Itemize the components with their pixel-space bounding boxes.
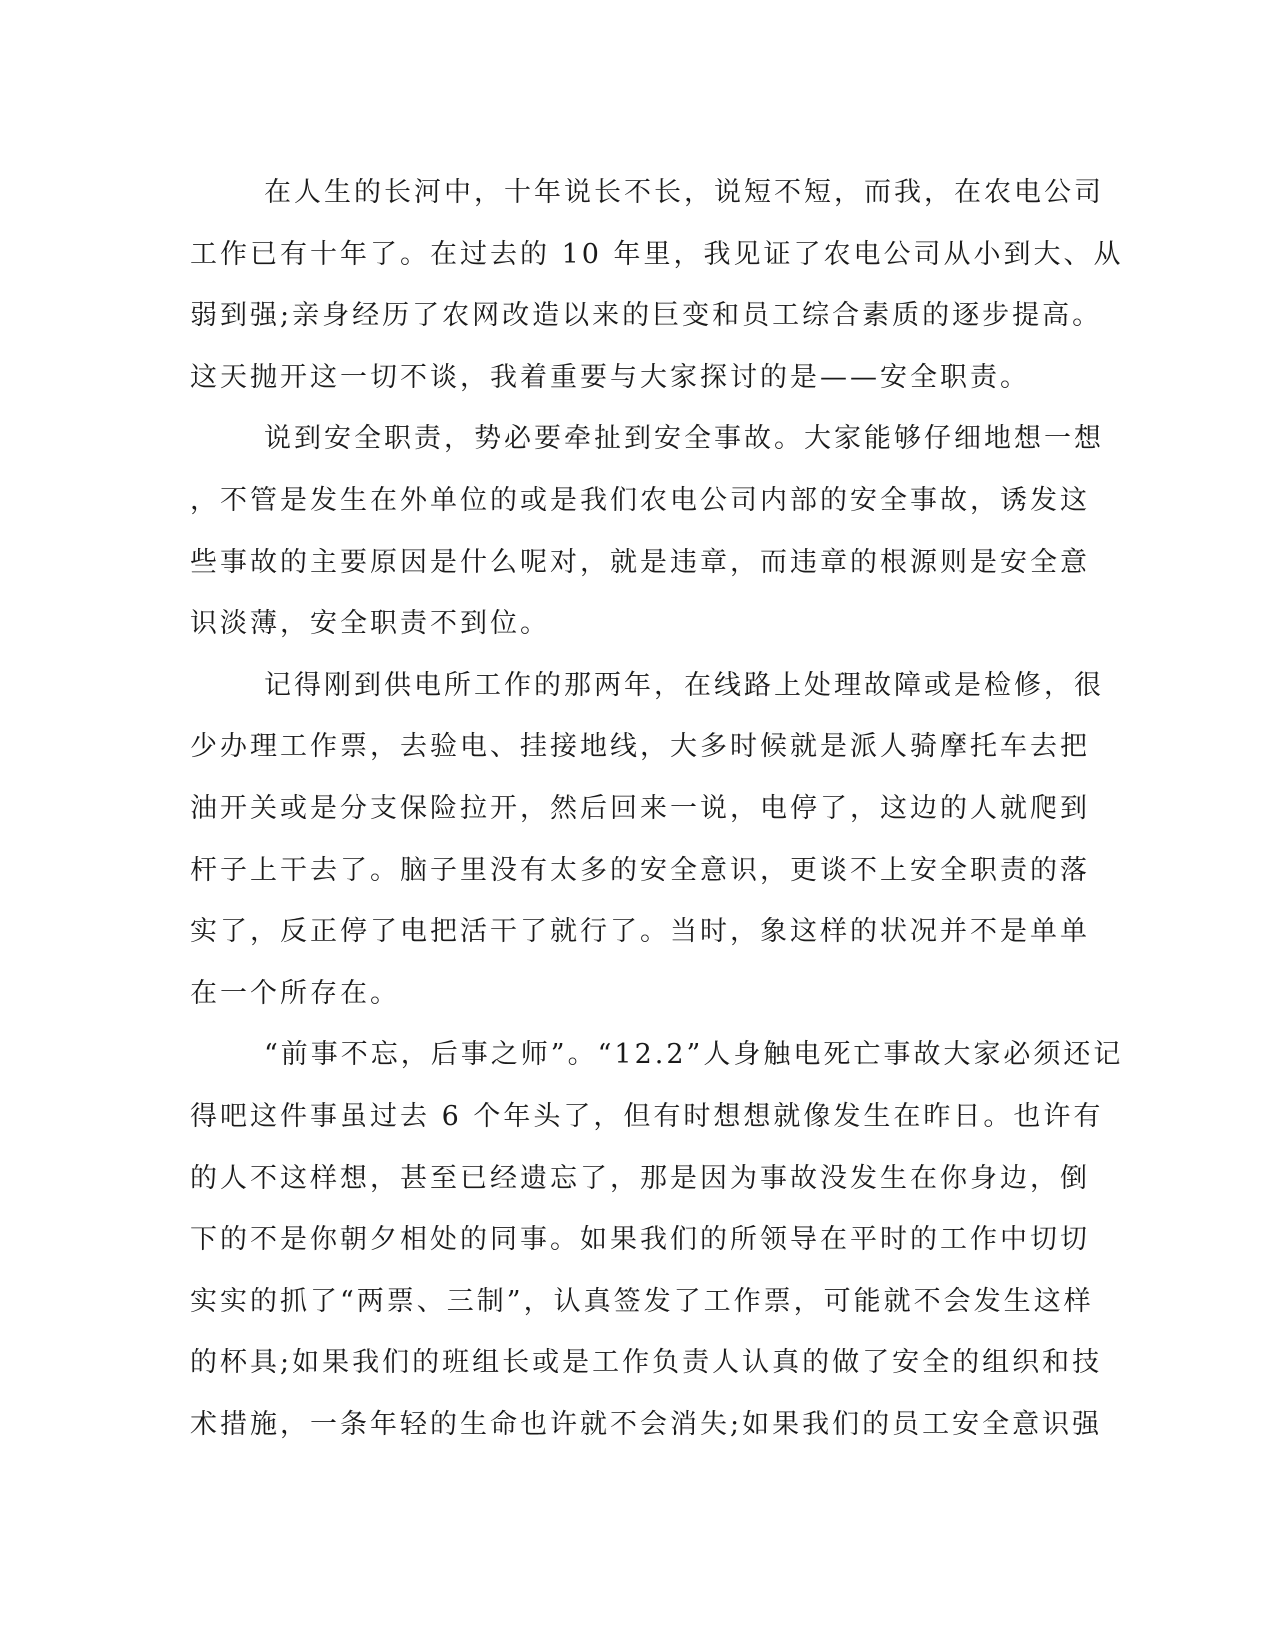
text-line: 少办理工作票，去验电、挂接地线，大多时候就是派人骑摩托车去把 — [190, 731, 1090, 763]
text-line: 实实的抓了“两票、三制”，认真签发了工作票，可能就不会发生这样 — [190, 1285, 1094, 1317]
text-line: 工作已有十年了。在过去的 10 年里，我见证了农电公司从小到大、从 — [190, 238, 1124, 270]
text-line: 术措施，一条年轻的生命也许就不会消失;如果我们的员工安全意识强 — [190, 1408, 1103, 1440]
text-line: 实了，反正停了电把活干了就行了。当时，象这样的状况并不是单单 — [190, 916, 1090, 948]
text-line: 些事故的主要原因是什么呢对，就是违章，而违章的根源则是安全意 — [190, 546, 1090, 578]
text-line: 下的不是你朝夕相处的同事。如果我们的所领导在平时的工作中切切 — [190, 1224, 1090, 1256]
paragraph-4 — [190, 1024, 1124, 1455]
text-line: 这天抛开这一切不谈，我着重要与大家探讨的是——安全职责。 — [190, 361, 1030, 393]
text-line: 在人生的长河中，十年说长不长，说短不短，而我，在农电公司 — [264, 177, 1104, 208]
text-line: 杆子上干去了。脑子里没有太多的安全意识，更谈不上安全职责的落 — [190, 854, 1090, 886]
text-line: “前事不忘，后事之师”。“12.2”人身触电死亡事故大家必须还记 — [264, 1039, 1124, 1071]
text-line: 的人不这样想，甚至已经遗忘了，那是因为事故没发生在你身边，倒 — [190, 1162, 1090, 1194]
text-line: 油开关或是分支保险拉开，然后回来一说，电停了，这边的人就爬到 — [190, 792, 1090, 824]
paragraph-2 — [190, 408, 1104, 654]
text-line: 记得刚到供电所工作的那两年，在线路上处理故障或是检修，很 — [264, 669, 1104, 701]
paragraph-3 — [190, 655, 1104, 1025]
paragraph-1 — [190, 162, 1124, 408]
text-line: 识淡薄，安全职责不到位。 — [190, 608, 550, 640]
document-body — [190, 162, 1124, 1455]
text-line: ，不管是发生在外单位的或是我们农电公司内部的安全事故，诱发这 — [190, 484, 1090, 516]
text-line: 弱到强;亲身经历了农网改造以来的巨变和员工综合素质的逐步提高。 — [190, 300, 1103, 332]
text-line: 在一个所存在。 — [190, 977, 400, 1009]
text-line: 得吧这件事虽过去 6 个年头了，但有时想想就像发生在昨日。也许有 — [190, 1100, 1104, 1132]
text-line: 的杯具;如果我们的班组长或是工作负责人认真的做了安全的组织和技 — [190, 1347, 1103, 1379]
text-line: 说到安全职责，势必要牵扯到安全事故。大家能够仔细地想一想 — [264, 423, 1104, 455]
